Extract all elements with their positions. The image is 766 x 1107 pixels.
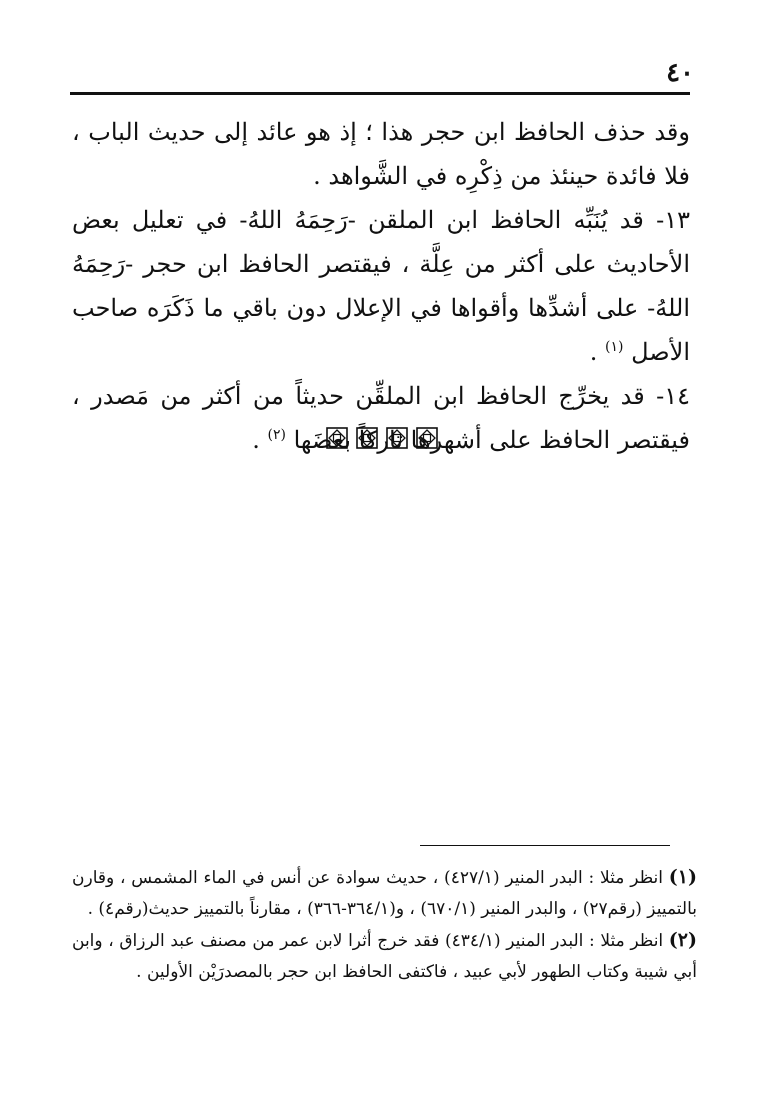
footnote-ref-2[interactable]: (٢)	[267, 427, 286, 443]
paragraph-2-ending: .	[589, 338, 598, 366]
geometric-ornament-icon	[416, 427, 438, 449]
paragraph-2-text: ١٣- قد يُنَبِّه الحافظ ابن الملقن -رَحِمَهُ اللهُ- في تعليل بعض الأحاديث على أكثر من عِلَّة ، فيقتصر الحافظ ابن حجر -رَحِمَهُ اللهُ- على أشدِّها وأقواها في الإعلال دون باقي ما ذَكَرَه صاحب الأصل	[72, 206, 690, 366]
paragraph-1	[72, 110, 690, 198]
geometric-ornament-icon	[356, 427, 378, 449]
footnote-ref-1[interactable]: (١)	[604, 339, 624, 355]
footnote-1-marker: (١)	[668, 866, 698, 888]
section-ornaments	[322, 426, 442, 450]
footnote-1	[72, 862, 697, 925]
geometric-ornament-icon	[386, 427, 408, 449]
geometric-ornament-icon	[326, 427, 348, 449]
footnotes	[72, 862, 697, 988]
footnote-rule	[420, 845, 670, 846]
main-text	[72, 110, 690, 462]
footnote-2-marker: (٢)	[668, 929, 698, 951]
paragraph-3-text: ١٤- قد يخرِّج الحافظ ابن الملقِّن حديثاً من أكثر من مَصدر ، فيقتصر الحافظ على أشهرها تاركاً بعضَها	[72, 382, 690, 454]
footnote-2	[72, 925, 697, 988]
paragraph-3-ending: .	[252, 426, 260, 454]
page-number: ٤٠	[666, 58, 694, 88]
footnote-2-text: انظر مثلا : البدر المنير (٤٣٤/١) فقد خرج أثرا لابن عمر من مصنف عبد الرزاق ، وابن أبي شيبة وكتاب الطهور لأبي عبيد ، فاكتفى الحافظ ابن حجر بالمصدرَيْن الأولين .	[72, 931, 697, 982]
paragraph-2	[72, 198, 690, 374]
footnote-1-text: انظر مثلا : البدر المنير (٤٢٧/١) ، حديث سوادة عن أنس في الماء المشمس ، وقارن بالتمييز (رقم٢٧) ، والبدر المنير (٦٧٠/١) ، و(٣٦٤/١-٣٦٦) ، مقارناً بالتمييز حديث(رقم٤) .	[72, 868, 697, 919]
paragraph-1-text: وقد حذف الحافظ ابن حجر هذا ؛ إذ هو عائد إلى حديث الباب ، فلا فائدة حينئذ من ذِكْرِه في الشَّواهد .	[72, 118, 690, 190]
header-rule	[70, 92, 690, 95]
